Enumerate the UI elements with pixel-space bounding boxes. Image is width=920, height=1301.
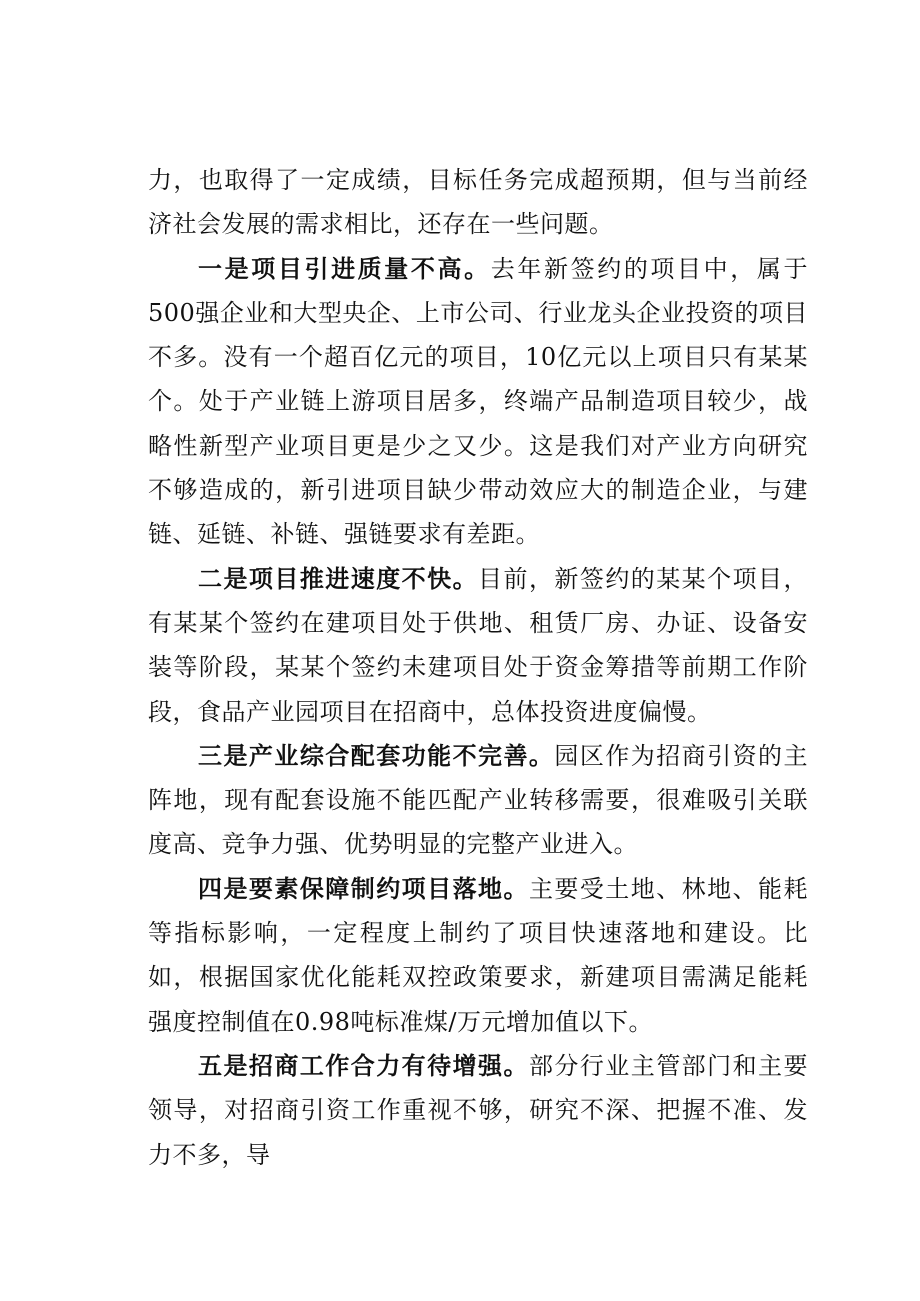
paragraph-heading: 四是要素保障制约项目落地。 — [198, 873, 529, 903]
paragraph-heading: 五是招商工作合力有待增强。 — [198, 1050, 529, 1080]
paragraph-heading: 二是项目推进速度不快。 — [198, 563, 479, 593]
paragraph-text: 部分行业主管部门和主要领导，对招商引资工作重视不够，研究不深、把握不准、发力不多，导 — [148, 1051, 809, 1169]
paragraph-text: 去年新签约的项目中，属于500强企业和大型央企、上市公司、行业龙头企业投资的项目不多。没有一个超百亿元的项目，10亿元以上项目只有某某个。处于产业链上游项目居多，终端产品制造项目较少，战略性新型产业项目更是少之又少。这是我们对产业方向研究不够造成的，新引进项目缺少带动效应大的制造企业，与建链、延链、补链、强链要求有差距。 — [148, 254, 808, 549]
paragraph-text: 主要受土地、林地、能耗等指标影响，一定程度上制约了项目快速落地和建设。比如，根据国家优化能耗双控政策要求，新建项目需满足能耗强度控制值在0.98吨标准煤/万元增加值以下。 — [148, 874, 809, 1036]
paragraph-issue-3 — [148, 734, 808, 867]
paragraph-text: 园区作为招商引资的主阵地，现有配套设施不能匹配产业转移需要，很难吸引关联度高、竞争力强、优势明显的完整产业进入。 — [148, 741, 808, 859]
paragraph-intro — [148, 158, 808, 247]
paragraph-text: 力，也取得了一定成绩，目标任务完成超预期，但与当前经济社会发展的需求相比，还存在一些问题。 — [148, 166, 808, 239]
paragraph-issue-5 — [148, 1044, 808, 1177]
paragraph-issue-2 — [148, 557, 808, 734]
paragraph-heading: 三是产业综合配套功能不完善。 — [198, 740, 555, 770]
document-body — [148, 158, 808, 1177]
paragraph-issue-4 — [148, 867, 808, 1044]
paragraph-text: 目前，新签约的某某个项目，有某某个签约在建项目处于供地、租赁厂房、办证、设备安装等阶段，某某个签约未建项目处于资金筹措等前期工作阶段，食品产业园项目在招商中，总体投资进度偏慢。 — [148, 564, 809, 726]
paragraph-heading: 一是项目引进质量不高。 — [198, 253, 491, 283]
paragraph-issue-1 — [148, 247, 808, 557]
